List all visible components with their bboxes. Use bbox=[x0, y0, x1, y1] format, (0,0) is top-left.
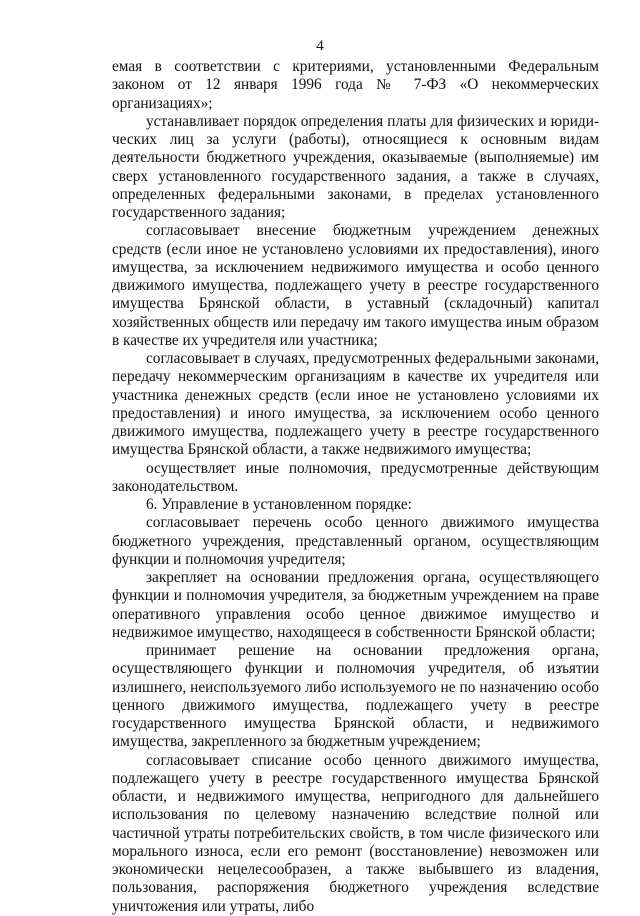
paragraph: осуществляет иные полномочия, предусмотренные действующим законодательством. bbox=[112, 459, 599, 495]
paragraph: устанавливает порядок определения платы для физических и юридических лиц за услуги (работы), относящиеся к основным видам деятельности бюджетного учреждения, оказываемые (выполняемые) им сверх установленного государственного задания, а также в случаях, определенных федеральными законами, в пределах установленного государственного задания; bbox=[112, 112, 599, 221]
paragraph: емая в соответствии с критериями, установленными Федеральным законом от 12 января 1996 года № 7-ФЗ «О некоммерческих организациях»; bbox=[112, 58, 599, 112]
paragraph: согласовывает в случаях, предусмотренных федеральными законами, передачу некоммерческим организациям в качестве их учредителя или участника денежных средств (если иное не установлено условиями их предоставления) и иного имущества, за исключением особо ценного движимого имущества, подлежащего учету в реестре государственного имущества Брянской области, а также недвижимого имущества; bbox=[112, 350, 599, 459]
paragraph: принимает решение на основании предложения органа, осуществляющего функции и полномочия учредителя, об изъятии излишнего, неиспользуемого либо используемого не по назначению особо ценного движимого имущества, подлежащего учету в реестре государственного имущества Брянской области, и недвижимого имущества, закрепленного за бюджетным учреждением; bbox=[112, 642, 599, 751]
section-heading: 6. Управление в установленном порядке: bbox=[146, 496, 412, 513]
paragraph: согласовывает перечень особо ценного движимого имущества бюджетного учреждения, представленный органом, осуществляющим функции и полномочия учредителя; bbox=[112, 514, 599, 568]
page-number: 4 bbox=[316, 38, 324, 54]
paragraph: согласовывает внесение бюджетным учреждением денежных средств (если иное не установлено условиями их предоставления), иного имущества, за исключением недвижимого имущества и особо ценного движимого имущества, подлежащего учету в реестре государственного имущества Брянской области, в уставный (складочный) капитал хозяйственных обществ или передачу им такого имущества иным образом в качестве их учредителя или участника; bbox=[112, 222, 599, 349]
document-body bbox=[112, 58, 599, 916]
paragraph: согласовывает списание особо ценного движимого имущества, подлежащего учету в реестре государственного имущества Брянской области, и недвижимого имущества, непригодного для дальнейшего использования по целевому назначению вследствие полной или частичной утраты потребительских свойств, в том числе физического или морального износа, если его ремонт (восстановление) невозможен или экономически нецелесообразен, а также выбывшего из владения, пользования, распоряжения бюджетного учреждения вследствие уничтожения или утраты, либо bbox=[112, 751, 599, 915]
paragraph: закрепляет на основании предложения органа, осуществляющего функции и полномочия учредителя, за бюджетным учреждением на праве оперативного управления особо ценное движимое имущество и недвижимое имущество, находящееся в собственности Брянской области; bbox=[112, 569, 599, 641]
